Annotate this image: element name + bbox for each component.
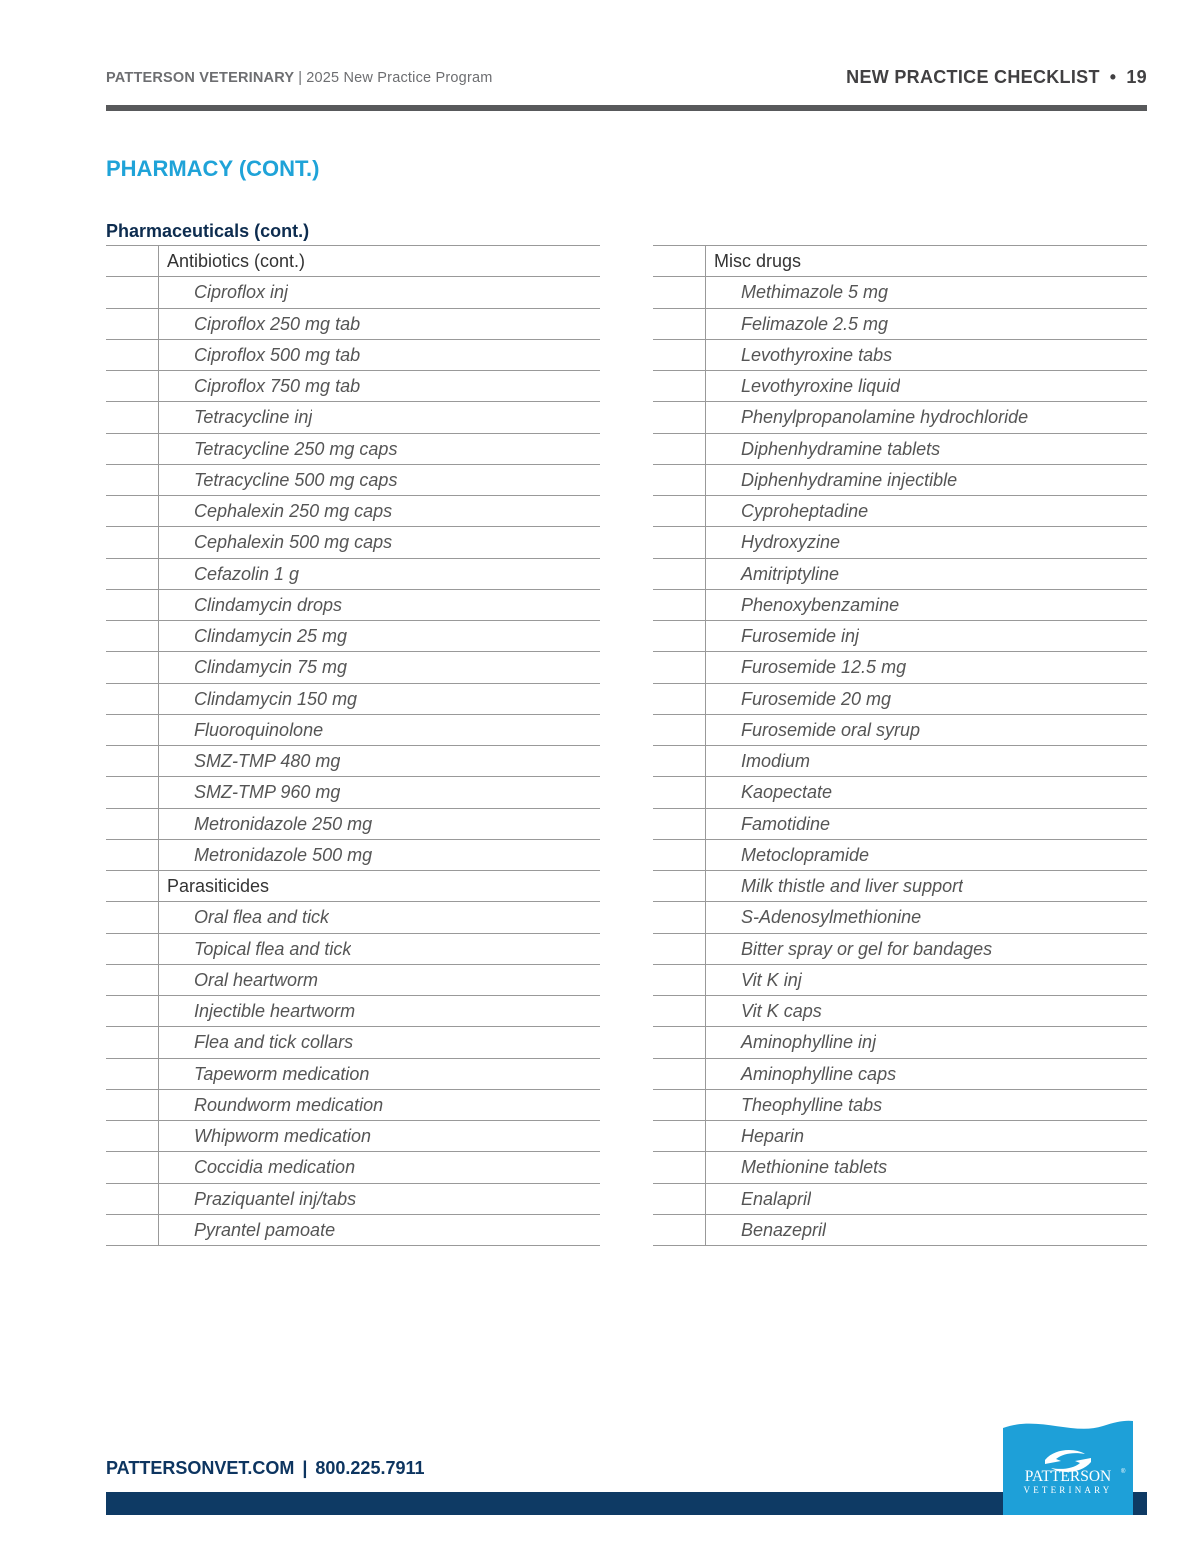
checkbox-cell[interactable] — [106, 496, 159, 526]
checklist-row — [106, 434, 600, 465]
checkbox-cell[interactable] — [653, 1027, 706, 1057]
checklist-row — [106, 965, 600, 996]
item-label: Tapeworm medication — [194, 1063, 370, 1084]
footer-website[interactable]: PATTERSONVET.COM — [106, 1458, 295, 1478]
checkbox-cell[interactable] — [653, 465, 706, 495]
footer-contact — [106, 1458, 425, 1479]
checklist-group-row — [106, 871, 600, 902]
checklist-row — [653, 1059, 1147, 1090]
checkbox-cell[interactable] — [653, 996, 706, 1026]
item-label: Amitriptyline — [741, 563, 840, 584]
item-label: Cephalexin 500 mg caps — [194, 532, 393, 553]
checklist-row — [106, 996, 600, 1027]
item-label: Furosemide oral syrup — [741, 719, 921, 740]
item-label: Roundworm medication — [194, 1094, 384, 1115]
item-label: Oral heartworm — [194, 969, 319, 990]
checklist-row — [653, 965, 1147, 996]
checklist-row — [106, 715, 600, 746]
item-label: Oral flea and tick — [194, 907, 330, 928]
checkbox-cell[interactable] — [106, 1059, 159, 1089]
checkbox-cell[interactable] — [106, 934, 159, 964]
checklist-row — [653, 809, 1147, 840]
item-label: Coccidia medication — [194, 1157, 356, 1178]
checklist-row — [653, 746, 1147, 777]
item-label: Ciproflox 750 mg tab — [194, 376, 361, 396]
checklist-group-row — [653, 246, 1147, 277]
item-label: Injectible heartworm — [194, 1001, 356, 1021]
checkbox-cell[interactable] — [106, 559, 159, 589]
checklist-row — [106, 840, 600, 871]
checkbox-cell[interactable] — [653, 934, 706, 964]
checkbox-cell[interactable] — [653, 527, 706, 557]
checkbox-cell[interactable] — [653, 1184, 706, 1214]
checkbox-cell[interactable] — [106, 746, 159, 776]
checkbox-cell[interactable] — [106, 871, 159, 901]
checkbox-cell[interactable] — [106, 1184, 159, 1214]
checklist-row — [653, 465, 1147, 496]
item-label: Heparin — [741, 1126, 805, 1146]
checklist-row — [653, 902, 1147, 933]
checkbox-cell[interactable] — [653, 277, 706, 307]
checklist-row — [106, 1027, 600, 1058]
header-right — [846, 67, 1147, 88]
checklist-row — [106, 1184, 600, 1215]
checkbox-cell[interactable] — [106, 965, 159, 995]
checklist-row — [653, 590, 1147, 621]
item-label: Ciproflox 500 mg tab — [194, 344, 361, 365]
checklist-row — [106, 590, 600, 621]
checklist-row — [106, 465, 600, 496]
header-program: 2025 New Practice Program — [306, 70, 493, 86]
checkbox-cell[interactable] — [106, 340, 159, 370]
checkbox-cell[interactable] — [106, 434, 159, 464]
checkbox-cell[interactable] — [653, 840, 706, 870]
item-label: Metronidazole 250 mg — [194, 813, 373, 834]
checkbox-cell[interactable] — [653, 496, 706, 526]
item-label: Diphenhydramine tablets — [741, 438, 941, 459]
checklist-row — [106, 371, 600, 402]
checklist-row — [106, 527, 600, 558]
checklist-left — [106, 245, 600, 1246]
checkbox-cell[interactable] — [106, 371, 159, 401]
logo-name: PATTERSON — [1024, 1468, 1112, 1485]
checkbox-cell[interactable] — [653, 1090, 706, 1120]
checklist-right — [653, 245, 1147, 1246]
checkbox-cell[interactable] — [106, 809, 159, 839]
checklist-row — [653, 277, 1147, 308]
item-label: Praziquantel inj/tabs — [194, 1188, 357, 1209]
checklist-row — [106, 402, 600, 433]
footer-bar — [106, 1492, 1147, 1515]
item-label: Pyrantel pamoate — [194, 1219, 336, 1240]
header-bullet: • — [1109, 67, 1117, 87]
checkbox-cell[interactable] — [653, 809, 706, 839]
checklist-row — [653, 496, 1147, 527]
item-label: Cyproheptadine — [741, 501, 869, 521]
checkbox-cell[interactable] — [653, 965, 706, 995]
checkbox-cell[interactable] — [653, 746, 706, 776]
footer-phone[interactable]: 800.225.7911 — [315, 1458, 425, 1478]
checkbox-cell[interactable] — [106, 590, 159, 620]
checkbox-cell[interactable] — [653, 621, 706, 651]
item-label: Aminophylline inj — [741, 1032, 877, 1053]
checkbox-cell[interactable] — [106, 1090, 159, 1120]
item-label: Furosemide 12.5 mg — [741, 657, 907, 678]
checkbox-cell[interactable] — [653, 1121, 706, 1151]
item-label: SMZ-TMP 960 mg — [194, 782, 341, 803]
checklist-row — [106, 1215, 600, 1246]
checklist-row — [653, 1152, 1147, 1183]
sub-heading: Pharmaceuticals (cont.) — [106, 221, 310, 241]
checkbox-cell[interactable] — [106, 1121, 159, 1151]
checkbox-cell[interactable] — [106, 277, 159, 307]
checkbox-cell[interactable] — [653, 1059, 706, 1089]
item-label: Tetracycline 250 mg caps — [194, 438, 398, 459]
checkbox-cell[interactable] — [106, 1152, 159, 1182]
item-label: Clindamycin 150 mg — [194, 688, 358, 709]
checkbox-cell[interactable] — [653, 684, 706, 714]
checkbox-cell[interactable] — [653, 652, 706, 682]
checklist-row — [653, 621, 1147, 652]
page-number: 19 — [1126, 67, 1147, 87]
checklist-row — [653, 684, 1147, 715]
checkbox-cell[interactable] — [653, 371, 706, 401]
checklist-row — [653, 1121, 1147, 1152]
checkbox-cell[interactable] — [653, 902, 706, 932]
checklist-row — [106, 1090, 600, 1121]
checklist-row — [106, 652, 600, 683]
checklist-row — [106, 621, 600, 652]
checkbox-cell[interactable] — [106, 1215, 159, 1245]
item-label: Levothyroxine tabs — [741, 344, 893, 365]
checkbox-cell[interactable] — [653, 402, 706, 432]
checklist-row — [653, 840, 1147, 871]
item-label: Aminophylline caps — [741, 1063, 897, 1084]
item-label: Cefazolin 1 g — [194, 563, 300, 584]
checklist-row — [106, 1152, 600, 1183]
group-label: Parasiticides — [167, 876, 270, 896]
checklist-group-row — [106, 246, 600, 277]
item-label: Ciproflox 250 mg tab — [194, 313, 361, 334]
checklist-row — [653, 1027, 1147, 1058]
header-brand: PATTERSON VETERINARY — [106, 70, 295, 86]
checklist-row — [106, 934, 600, 965]
checklist-row — [106, 1059, 600, 1090]
item-label: Ciproflox inj — [194, 282, 289, 303]
header-left — [106, 70, 493, 86]
item-label: S-Adenosylmethionine — [741, 907, 922, 928]
item-label: Kaopectate — [741, 782, 833, 803]
checklist-row — [653, 527, 1147, 558]
checkbox-cell[interactable] — [653, 777, 706, 807]
checkbox-cell[interactable] — [653, 871, 706, 901]
checklist-row — [106, 559, 600, 590]
item-label: Famotidine — [741, 813, 831, 834]
checkbox-cell[interactable] — [106, 996, 159, 1026]
item-label: Phenoxybenzamine — [741, 594, 900, 615]
checklist-row — [653, 434, 1147, 465]
item-label: Vit K caps — [741, 1001, 822, 1021]
item-label: Levothyroxine liquid — [741, 376, 901, 396]
item-label: Vit K inj — [741, 969, 802, 990]
checklist-row — [106, 809, 600, 840]
checklist-row — [653, 934, 1147, 965]
item-label: Diphenhydramine injectible — [741, 469, 958, 490]
checklist-row — [653, 871, 1147, 902]
checkbox-cell[interactable] — [653, 715, 706, 745]
header-separator: | — [298, 70, 303, 86]
checkbox-cell[interactable] — [106, 402, 159, 432]
checkbox-cell[interactable] — [106, 246, 159, 276]
checkbox-cell[interactable] — [653, 434, 706, 464]
group-label: Antibiotics (cont.) — [167, 251, 306, 271]
checklist-row — [653, 1090, 1147, 1121]
checkbox-cell[interactable] — [653, 246, 706, 276]
logo-subtitle: VETERINARY — [1023, 1485, 1113, 1495]
checkbox-cell[interactable] — [106, 902, 159, 932]
item-label: Furosemide 20 mg — [741, 688, 892, 709]
checkbox-cell[interactable] — [106, 652, 159, 682]
checkbox-cell[interactable] — [653, 309, 706, 339]
header-section: NEW PRACTICE CHECKLIST — [846, 67, 1100, 87]
item-label: Flea and tick collars — [194, 1032, 354, 1053]
checkbox-cell[interactable] — [106, 309, 159, 339]
item-label: Milk thistle and liver support — [741, 876, 964, 896]
patterson-veterinary-logo — [1003, 1418, 1133, 1515]
logo-trademark: ® — [1121, 1469, 1126, 1475]
checklist-row — [653, 340, 1147, 371]
checklist-row — [106, 746, 600, 777]
footer-separator: | — [302, 1458, 308, 1478]
item-label: Clindamycin 25 mg — [194, 626, 348, 646]
checklist-row — [653, 777, 1147, 808]
checklist-row — [653, 715, 1147, 746]
checkbox-cell[interactable] — [106, 777, 159, 807]
checklist-row — [653, 652, 1147, 683]
item-label: Theophylline tabs — [741, 1094, 883, 1115]
item-label: Cephalexin 250 mg caps — [194, 501, 393, 521]
checklist-row — [106, 1121, 600, 1152]
page-title: PHARMACY (CONT.) — [106, 156, 320, 181]
checkbox-cell[interactable] — [106, 465, 159, 495]
checklist-row — [653, 309, 1147, 340]
checkbox-cell[interactable] — [653, 590, 706, 620]
item-label: Phenylpropanolamine hydrochloride — [741, 407, 1029, 428]
item-label: Methionine tablets — [741, 1157, 888, 1178]
header-rule — [106, 105, 1147, 111]
checkbox-cell[interactable] — [106, 840, 159, 870]
item-label: Felimazole 2.5 mg — [741, 313, 889, 334]
checklist-row — [106, 496, 600, 527]
item-label: Topical flea and tick — [194, 938, 352, 959]
item-label: Furosemide inj — [741, 626, 860, 646]
checkbox-cell[interactable] — [653, 559, 706, 589]
item-label: Metronidazole 500 mg — [194, 844, 373, 865]
checklist-row — [653, 371, 1147, 402]
item-label: Methimazole 5 mg — [741, 282, 889, 303]
item-label: Benazepril — [741, 1219, 827, 1240]
checkbox-cell[interactable] — [653, 1215, 706, 1245]
checklist-row — [106, 777, 600, 808]
item-label: SMZ-TMP 480 mg — [194, 751, 341, 771]
checkbox-cell[interactable] — [653, 340, 706, 370]
item-label: Imodium — [741, 751, 811, 771]
checklist-row — [106, 902, 600, 933]
item-label: Tetracycline 500 mg caps — [194, 469, 398, 490]
item-label: Fluoroquinolone — [194, 719, 324, 740]
checklist-row — [653, 559, 1147, 590]
checkbox-cell[interactable] — [106, 527, 159, 557]
checklist-row — [653, 1215, 1147, 1246]
item-label: Metoclopramide — [741, 844, 870, 865]
group-label: Misc drugs — [714, 251, 802, 271]
checklist-row — [106, 684, 600, 715]
checklist-row — [653, 402, 1147, 433]
item-label: Whipworm medication — [194, 1126, 372, 1146]
checklist-row — [653, 996, 1147, 1027]
item-label: Bitter spray or gel for bandages — [741, 938, 993, 959]
checkbox-cell[interactable] — [653, 1152, 706, 1182]
checklist-row — [106, 309, 600, 340]
checklist-row — [653, 1184, 1147, 1215]
checkbox-cell[interactable] — [106, 1027, 159, 1057]
item-label: Hydroxyzine — [741, 532, 841, 553]
item-label: Clindamycin drops — [194, 594, 343, 615]
checklist-row — [106, 340, 600, 371]
item-label: Tetracycline inj — [194, 407, 313, 428]
checkbox-cell[interactable] — [106, 621, 159, 651]
checkbox-cell[interactable] — [106, 715, 159, 745]
item-label: Enalapril — [741, 1188, 812, 1209]
checklist-row — [106, 277, 600, 308]
checkbox-cell[interactable] — [106, 684, 159, 714]
item-label: Clindamycin 75 mg — [194, 657, 348, 678]
